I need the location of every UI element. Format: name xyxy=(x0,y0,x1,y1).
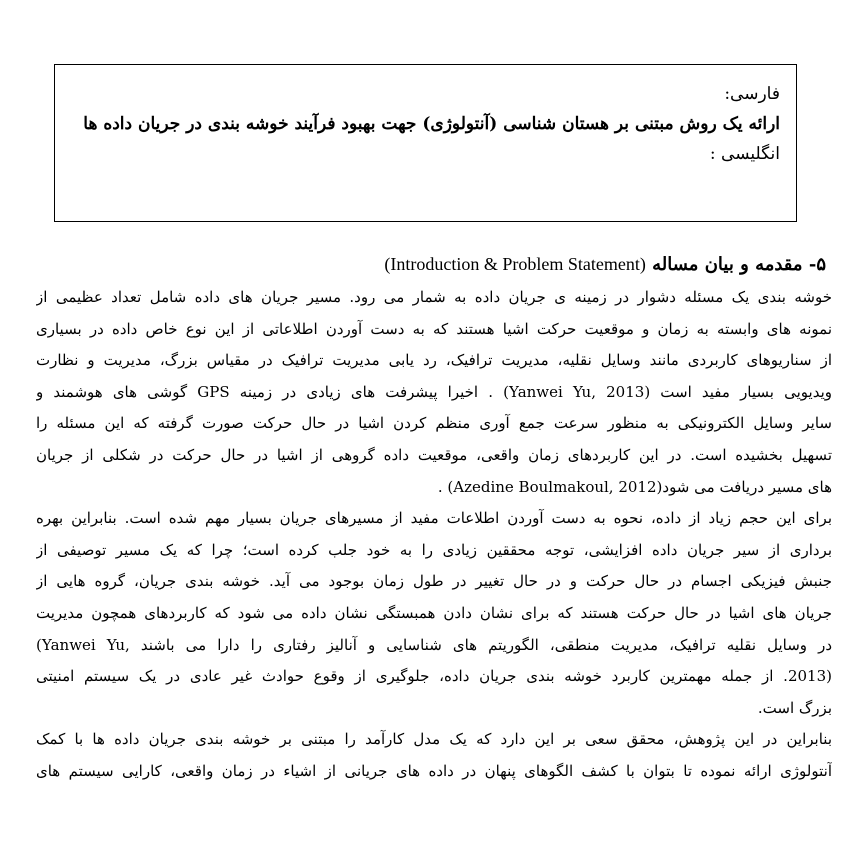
body-text xyxy=(36,282,832,788)
text-line: بزرگ است. xyxy=(757,698,832,717)
text-line: نمونه های وابسته به زمان و موقعیت حرکت اشیا هستند که به دست آوردن اطلاعاتی از این نوع خاص داده در بسیاری xyxy=(36,319,832,338)
section-heading-text: مقدمه و بیان مساله xyxy=(652,254,803,275)
english-label: انگلیسی : xyxy=(709,144,780,164)
section-heading xyxy=(384,249,826,280)
title-box xyxy=(54,64,797,222)
text-line: (2013. از جمله مهمترین کاربرد خوشه بندی جریان داده، جلوگیری از وقوع حوادث غیر عادی در یک سیستم امنیتی xyxy=(36,667,832,686)
text-line: ویدیویی بسیار مفید است (Yanwei Yu, 2013) . اخیرا پیشرفت های زیادی در زمینه GPS گوشی های هوشمند و xyxy=(36,382,832,401)
text-line: جنبش فیزیکی اجسام در حال حرکت و در حال تغییر در طول زمان بوجود می آید. خوشه بندی جریان، گروه هایی از xyxy=(36,572,832,591)
section-number: ۵- xyxy=(808,254,826,275)
text-line: آنتولوژی ارائه نموده تا بتوان با کشف الگوهای پنهان در داده های جریانی از اشیاء در زمان واقعی، کارایی سیستم های xyxy=(36,761,832,780)
text-line: بنابراین در این پژوهش، محقق سعی بر این دارد که یک مدل کارآمد را مبتنی بر خوشه بندی جریان داده ها با کمک xyxy=(36,730,832,749)
text-line: سایر وسایل الکترونیکی به منظور سرعت جمع آوری منظم کردن اشیا در حال حرکت صورت گرفته که این مسئله را xyxy=(36,414,832,433)
section-heading-en: (Introduction & Problem Statement) xyxy=(384,254,646,274)
text-line: جریان های اشیا در حال حرکت هستند که برای نشان دادن همبستگی نشان داده می شود که کاربردهای همچون مدیریت xyxy=(36,603,832,622)
text-line: از سناریوهای کاربردی مانند وسایل نقلیه، مدیریت ترافیک، رد یابی مدیریت ترافیک در مقیاس بزرگ، مدیریت و نظارت xyxy=(36,351,832,370)
farsi-label: فارسی: xyxy=(724,84,780,104)
text-line: در وسایل نقلیه ترافیک، مدیریت منطقی، الگوریتم های شناسایی و آنالیز رفتاری را دارا می باشند ,Yanwei Yu) xyxy=(36,635,832,654)
text-line: خوشه بندی یک مسئله دشوار در زمینه ی جریان داده به شمار می رود. مسیر جریان های داده شامل تعداد عظیمی از xyxy=(36,288,832,306)
text-line: های مسیر دریافت می شود(Azedine Boulmakoul, 2012) . xyxy=(437,477,832,496)
farsi-title: ارائه یک روش مبتنی بر هستان شناسی (آنتولوژی) جهت بهبود فرآیند خوشه بندی در جریان داده ها xyxy=(83,114,780,134)
text-line: تسهیل بخشیده است. در این کاربردهای زمان واقعی، موقعیت داده گروهی از اشیا در حال حرکت در شکلی از جریان xyxy=(36,445,832,464)
text-line: برای این حجم زیاد از داده، نحوه به دست آوردن اطلاعات مفید از مسیرهای جریان بسیار مهم شده است. بنابراین بهره xyxy=(36,509,832,528)
text-line: برداری از سیر جریان داده افزایشی، توجه محققین زیادی را به خود جلب کرده است؛ چرا که یک مسیر توصیفی از xyxy=(36,540,832,559)
